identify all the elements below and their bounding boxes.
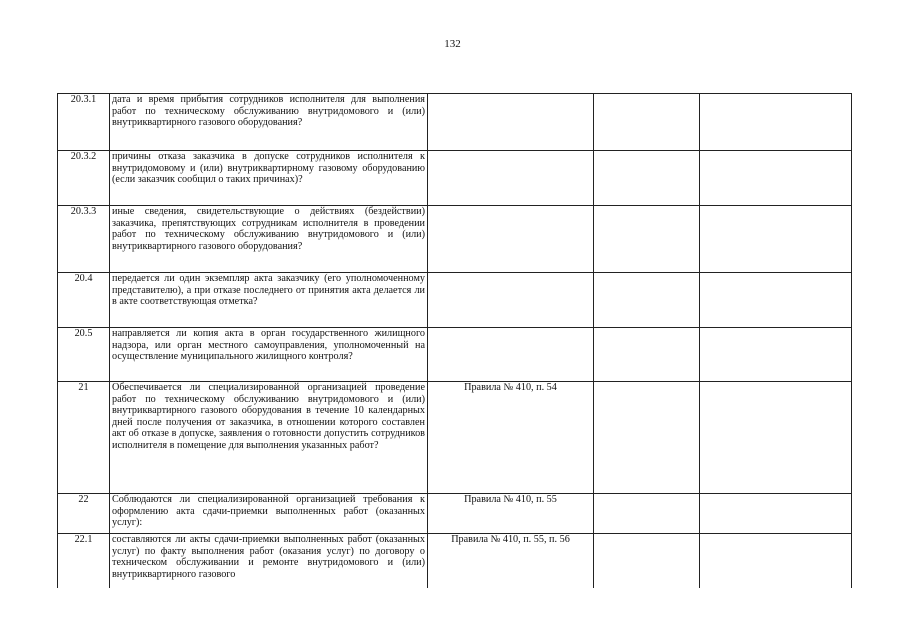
answer-cell [594,534,700,588]
note-cell [700,151,852,206]
row-number: 20.3.2 [58,151,110,206]
table-row [58,206,852,273]
note-cell [700,534,852,588]
table-row [58,382,852,494]
row-reference [428,206,594,273]
row-number: 20.4 [58,273,110,328]
table-row [58,273,852,328]
answer-cell [594,94,700,151]
table-row [58,151,852,206]
row-reference [428,94,594,151]
answer-cell [594,273,700,328]
answer-cell [594,328,700,382]
answer-cell [594,382,700,494]
table-row [58,534,852,588]
row-reference [428,328,594,382]
row-question: Соблюдаются ли специализированной организацией требования к оформлению акта сдачи-приемки выполненных работ (оказанных услуг): [110,494,428,534]
row-reference: Правила № 410, п. 55, п. 56 [428,534,594,588]
row-question: направляется ли копия акта в орган государственного жилищного надзора, или орган местного самоуправления, уполномоченный на осуществление муниципального жилищного контроля? [110,328,428,382]
row-number: 21 [58,382,110,494]
row-question: Обеспечивается ли специализированной организацией проведение работ по техническому обслуживанию внутридомового и (или) внутриквартирного газового оборудования в течение 10 календарных дней после получения от заказчика, в отношении которого составлен акт об отказе в допуске, заявления о готовности допустить сотрудников исполнителя в помещение для выполнения указанных работ? [110,382,428,494]
row-question: передается ли один экземпляр акта заказчику (его уполномоченному представителю), а при отказе последнего от принятия акта делается ли в акте соответствующая отметка? [110,273,428,328]
answer-cell [594,206,700,273]
table-row [58,328,852,382]
row-question: составляются ли акты сдачи-приемки выполненных работ (оказанных услуг) по факту выполнения работ (оказания услуг) по договору о техническом обслуживании и ремонте внутридомового и (или) внутриквартирного газового [110,534,428,588]
row-number: 22 [58,494,110,534]
note-cell [700,273,852,328]
note-cell [700,382,852,494]
checklist-table [57,93,852,588]
note-cell [700,94,852,151]
table-row [58,94,852,151]
note-cell [700,206,852,273]
row-reference: Правила № 410, п. 54 [428,382,594,494]
note-cell [700,328,852,382]
note-cell [700,494,852,534]
row-question: причины отказа заказчика в допуске сотрудников исполнителя к внутридомовому и (или) внутриквартирному газовому оборудованию (если заказчик сообщил о таких причинах)? [110,151,428,206]
row-reference: Правила № 410, п. 55 [428,494,594,534]
table-row [58,494,852,534]
answer-cell [594,494,700,534]
row-number: 20.5 [58,328,110,382]
row-number: 20.3.3 [58,206,110,273]
row-question: иные сведения, свидетельствующие о действиях (бездействии) заказчика, препятствующих сотрудникам исполнителя в проведении работ по техническому обслуживанию внутридомового и (или) внутриквартирного газового оборудования? [110,206,428,273]
answer-cell [594,151,700,206]
row-number: 20.3.1 [58,94,110,151]
row-question: дата и время прибытия сотрудников исполнителя для выполнения работ по техническому обслуживанию внутридомового и (или) внутриквартирного газового оборудования? [110,94,428,151]
row-reference [428,273,594,328]
page-number: 132 [444,38,461,50]
row-number: 22.1 [58,534,110,588]
row-reference [428,151,594,206]
